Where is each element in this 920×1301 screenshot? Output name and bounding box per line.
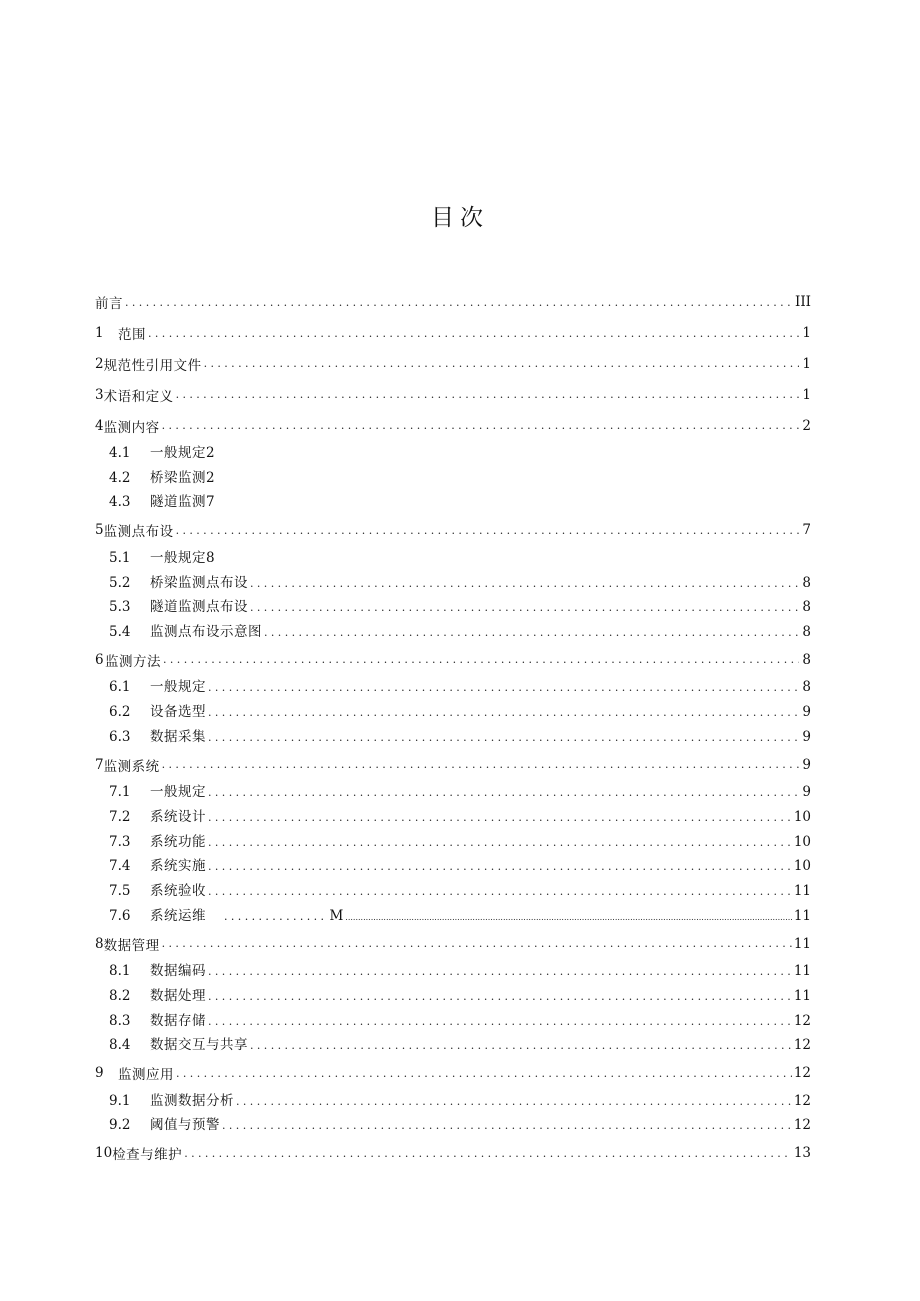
toc-entry-number: 5 [95, 522, 104, 539]
toc-entry[interactable] [95, 287, 811, 318]
toc-page-number: 8 [802, 623, 811, 640]
toc-leader-dots [264, 626, 799, 639]
toc-entry-label: 隧道监测点布设 [150, 599, 248, 616]
toc-entry-label: 数据管理 [103, 937, 160, 954]
toc-entry[interactable] [95, 749, 811, 780]
toc-entry[interactable] [95, 515, 811, 546]
toc-leader-dots [208, 786, 799, 799]
toc-leader-dots [208, 811, 792, 824]
page-title: 目次 [431, 205, 489, 231]
toc-entry-number: 5.1 [109, 549, 131, 566]
toc-page-number: 1 [802, 325, 811, 342]
toc-leader-dots [176, 388, 799, 401]
toc-entry-label: 系统运维 [150, 907, 206, 924]
toc-entry-number: 4.1 [109, 444, 131, 461]
toc-entry[interactable] [95, 725, 811, 750]
toc-entry-label: 阈值与预警 [150, 1117, 220, 1134]
toc-leader-dots [208, 965, 792, 978]
toc-entry-number: 4.3 [109, 494, 131, 511]
toc-entry-number: 9.2 [109, 1117, 131, 1134]
toc-entry-label: 监测点布设 [103, 524, 174, 541]
toc-entry-label: 监测系统 [103, 758, 160, 775]
toc-page-number: 9 [802, 728, 811, 745]
toc-entry-number: 8.2 [109, 987, 131, 1004]
toc-page-number: 9 [802, 784, 811, 801]
toc-page-number: 7 [802, 522, 811, 539]
toc-entry-number: 8 [95, 935, 104, 952]
toc-entry[interactable] [95, 1009, 811, 1034]
toc-entry-label: 监测点布设示意图 [150, 623, 262, 640]
toc-page-number: 8 [802, 679, 811, 696]
toc-entry-label: 系统设计 [150, 808, 206, 825]
toc-entry[interactable] [95, 318, 811, 349]
toc-entry-number: 5.4 [109, 623, 131, 640]
toc-leader-dots [345, 913, 792, 922]
toc-entry-number: 9.1 [109, 1092, 131, 1109]
toc-entry-number: 6.2 [109, 704, 131, 721]
toc-page-number: 10 [793, 833, 811, 850]
toc-entry-label: 系统验收 [150, 883, 206, 899]
toc-page-number: 12 [793, 1065, 811, 1082]
toc-entry-number: 5.3 [109, 599, 131, 616]
toc-entry-number: 6.1 [109, 679, 131, 696]
toc-entry-number: 10 [95, 1145, 113, 1162]
toc-page-number: 2 [802, 417, 811, 434]
toc-page-number: 9 [802, 756, 811, 773]
toc-entry-label: 一般规定8 [150, 549, 216, 566]
toc-leader-dots [148, 327, 799, 340]
toc-entry-number: 8.4 [109, 1037, 131, 1054]
toc-entry-label: 术语和定义 [103, 388, 174, 405]
toc-leader-dots [208, 681, 799, 694]
toc-page-number: 8 [802, 651, 811, 668]
toc-leader-dots [208, 706, 799, 719]
toc-entry-label: 监测应用 [118, 1067, 174, 1084]
toc-leader-dots [204, 357, 799, 370]
toc-page-number: 11 [793, 935, 811, 952]
toc-entry[interactable] [95, 466, 811, 491]
toc-entry-number: 2 [95, 355, 104, 372]
toc-entry-number: 6.3 [109, 728, 131, 745]
toc-entry[interactable] [95, 984, 811, 1009]
toc-entry-label: 规范性引用文件 [103, 357, 202, 374]
toc-entry[interactable] [95, 546, 811, 571]
toc-leader-dots [176, 1067, 792, 1080]
toc-entry-label: 系统实施 [150, 858, 206, 875]
toc-leader-dots [250, 577, 799, 590]
toc-page-number: 8 [802, 574, 811, 591]
toc-entry-label: 隧道监测7 [150, 494, 216, 511]
toc-entry-label: 一般规定 [150, 679, 206, 696]
toc-entry[interactable] [95, 928, 811, 959]
toc-entry[interactable] [95, 571, 811, 596]
toc-leader-dots [162, 937, 792, 950]
toc-page-number: 11 [793, 987, 811, 1004]
toc-entry-number: 4 [95, 417, 104, 434]
toc-page-number: 1 [802, 355, 811, 372]
toc-entry[interactable] [95, 1058, 811, 1089]
toc-entry-label: 一般规定2 [150, 444, 216, 461]
toc-entry-label: 监测数据分析 [150, 1092, 234, 1109]
toc-page-number: III [795, 294, 811, 311]
toc-entry-label: 一般规定 [150, 784, 206, 801]
toc-entry-number: 7.2 [109, 808, 131, 825]
toc-entry[interactable] [95, 1113, 811, 1138]
toc-entry-number: 7 [95, 756, 104, 773]
toc-leader-dots [208, 885, 792, 898]
toc-entry[interactable] [95, 1089, 811, 1114]
toc-entry-number: 9 [95, 1065, 104, 1082]
toc-leader-dots [125, 296, 793, 309]
toc-leader-dots [163, 653, 799, 666]
toc-page-number: 12 [793, 1037, 811, 1054]
toc-entry-number: 7.3 [109, 833, 131, 850]
toc-page-number: 9 [802, 704, 811, 721]
toc-page-number: 8 [802, 599, 811, 616]
toc-entry[interactable] [95, 854, 811, 879]
toc-page-number: 11 [793, 963, 811, 980]
toc-entry[interactable] [95, 410, 811, 441]
toc-leader-dots [208, 860, 792, 873]
toc-entry-number: 1 [95, 325, 104, 342]
toc-leader-dots [208, 1015, 792, 1028]
toc-leader-dots [236, 1095, 792, 1108]
toc-entry-label: 数据处理 [150, 987, 206, 1004]
toc-page-number: 1 [802, 386, 811, 403]
toc-leader-dots [162, 758, 799, 771]
toc-entry[interactable] [95, 1033, 811, 1058]
toc-leader-dots [184, 1147, 792, 1160]
toc-entry[interactable] [95, 805, 811, 830]
toc-entry-mark: M [329, 907, 344, 924]
toc-entry-number: 8.3 [109, 1012, 131, 1029]
toc-entry[interactable] [95, 441, 811, 466]
toc-page-number: 11 [793, 907, 811, 924]
toc-entry-number: 7.4 [109, 858, 131, 875]
toc-entry[interactable] [95, 490, 811, 515]
toc-entry[interactable] [95, 595, 811, 620]
toc-entry-label: 范围 [118, 327, 146, 344]
table-of-contents [95, 287, 811, 1169]
toc-page-number: 10 [793, 858, 811, 875]
toc-entry[interactable] [95, 904, 811, 929]
toc-entry-label: 数据存储 [150, 1012, 206, 1029]
toc-entry[interactable] [95, 959, 811, 984]
toc-entry-number: 7.6 [109, 907, 131, 924]
toc-entry-label: 监测方法 [105, 653, 161, 670]
toc-page-number: 11 [793, 883, 811, 899]
toc-entry-label: 桥梁监测点布设 [150, 574, 248, 591]
toc-leader-dots [250, 601, 799, 614]
toc-entry-label: 桥梁监测2 [150, 469, 216, 486]
toc-entry[interactable] [95, 645, 811, 676]
toc-leader-dots [162, 419, 799, 432]
toc-entry[interactable] [95, 780, 811, 805]
toc-entry[interactable] [95, 620, 811, 645]
toc-entry[interactable] [95, 675, 811, 700]
toc-page-number: 12 [793, 1012, 811, 1029]
toc-entry-number: 7.5 [109, 883, 131, 899]
toc-page-number: 13 [793, 1145, 811, 1162]
toc-leader-dots [176, 524, 799, 537]
toc-entry[interactable] [95, 1138, 811, 1169]
toc-entry[interactable] [95, 830, 811, 855]
toc-entry-label: 监测内容 [103, 419, 160, 436]
toc-page-number: 12 [793, 1092, 811, 1109]
toc-entry-label: 系统功能 [150, 833, 206, 850]
toc-entry[interactable] [95, 349, 811, 380]
toc-entry-number: 3 [95, 386, 104, 403]
toc-entry-label: 数据交互与共享 [150, 1037, 248, 1054]
toc-entry-label: 设备选型 [150, 704, 206, 721]
toc-page-number: 10 [793, 808, 811, 825]
toc-leader-dots [208, 836, 792, 849]
toc-entry-number: 8.1 [109, 963, 131, 980]
toc-entry-label: 前言 [95, 296, 123, 313]
toc-entry-number: 4.2 [109, 469, 131, 486]
toc-entry-number: 6 [95, 651, 104, 668]
toc-entry-number: 5.2 [109, 574, 131, 591]
toc-entry[interactable] [95, 379, 811, 410]
toc-leader-dots [208, 731, 799, 744]
toc-leader-dots [208, 990, 792, 1003]
toc-entry[interactable] [95, 879, 811, 904]
toc-leader-dots [250, 1039, 792, 1052]
toc-entry-label: 检查与维护 [112, 1147, 183, 1164]
toc-leader-dots: ............... [224, 909, 328, 923]
toc-page-number: 12 [793, 1117, 811, 1134]
toc-entry-label: 数据采集 [150, 728, 206, 745]
toc-entry[interactable] [95, 700, 811, 725]
toc-leader-dots [222, 1119, 792, 1132]
toc-entry-label: 数据编码 [150, 963, 206, 980]
toc-entry-number: 7.1 [109, 784, 131, 801]
